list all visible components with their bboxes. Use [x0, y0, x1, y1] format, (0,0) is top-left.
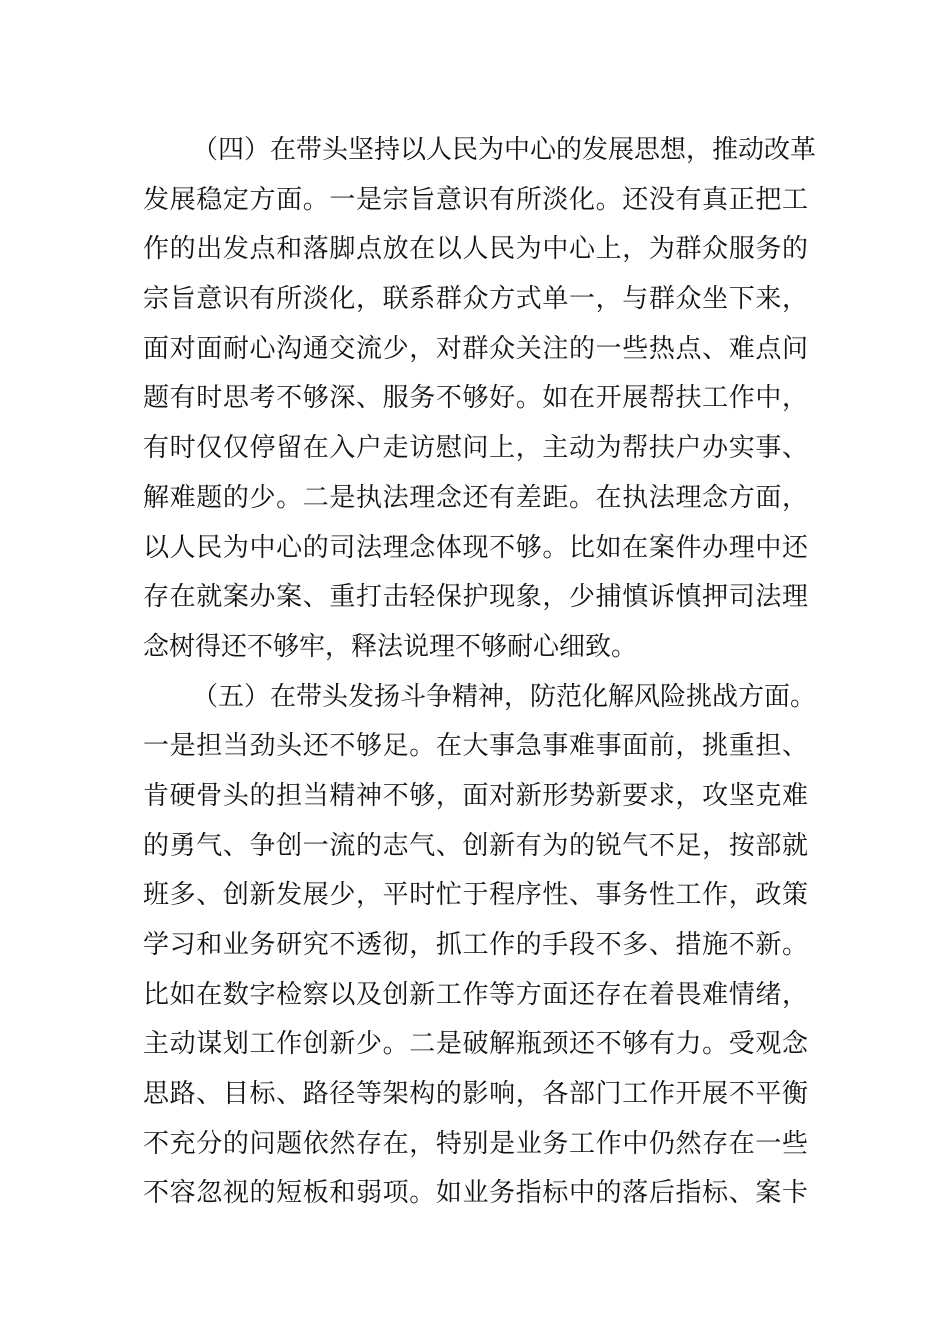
text-line: 肯硬骨头的担当精神不够，面对新形势新要求，攻坚克难	[143, 780, 808, 811]
text-line: 发展稳定方面。一是宗旨意识有所淡化。还没有真正把工	[143, 184, 808, 215]
text-line: 作的出发点和落脚点放在以人民为中心上，为群众服务的	[143, 234, 808, 265]
paragraph-section-5	[143, 673, 817, 1220]
text-line: 念树得还不够牢，释法说理不够耐心细致。	[143, 631, 638, 662]
text-line: 班多、创新发展少，平时忙于程序性、事务性工作，政策	[143, 880, 808, 911]
text-line: 解难题的少。二是执法理念还有差距。在执法理念方面，	[143, 482, 808, 513]
text-line: 一是担当劲头还不够足。在大事急事难事面前，挑重担、	[143, 731, 808, 762]
text-line: （四）在带头坚持以人民为中心的发展思想，推动改革	[192, 135, 817, 165]
text-line: 主动谋划工作创新少。二是破解瓶颈还不够有力。受观念	[143, 1029, 808, 1060]
text-line: 学习和业务研究不透彻，抓工作的手段不多、措施不新。	[143, 930, 808, 960]
text-line: 不充分的问题依然存在，特别是业务工作中仍然存在一些	[143, 1128, 808, 1159]
text-line: 有时仅仅停留在入户走访慰问上，主动为帮扶户办实事、	[143, 433, 808, 464]
text-line: 宗旨意识有所淡化，联系群众方式单一，与群众坐下来，	[143, 284, 808, 315]
text-line: 存在就案办案、重打击轻保护现象，少捕慎诉慎押司法理	[143, 582, 808, 613]
text-line: 题有时思考不够深、服务不够好。如在开展帮扶工作中，	[143, 383, 808, 414]
text-line: 的勇气、争创一流的志气、创新有为的锐气不足，按部就	[143, 830, 808, 861]
text-line: 比如在数字检察以及创新工作等方面还存在着畏难情绪，	[143, 979, 808, 1010]
text-line: 面对面耐心沟通交流少，对群众关注的一些热点、难点问	[143, 333, 808, 364]
paragraph-section-4	[143, 126, 817, 673]
text-line: 以人民为中心的司法理念体现不够。比如在案件办理中还	[143, 532, 808, 563]
text-line: 思路、目标、路径等架构的影响，各部门工作开展不平衡	[143, 1079, 808, 1110]
text-line: （五）在带头发扬斗争精神，防范化解风险挑战方面。	[192, 681, 817, 712]
document-body	[143, 126, 817, 1219]
text-line: 不容忽视的短板和弱项。如业务指标中的落后指标、案卡	[143, 1178, 808, 1209]
